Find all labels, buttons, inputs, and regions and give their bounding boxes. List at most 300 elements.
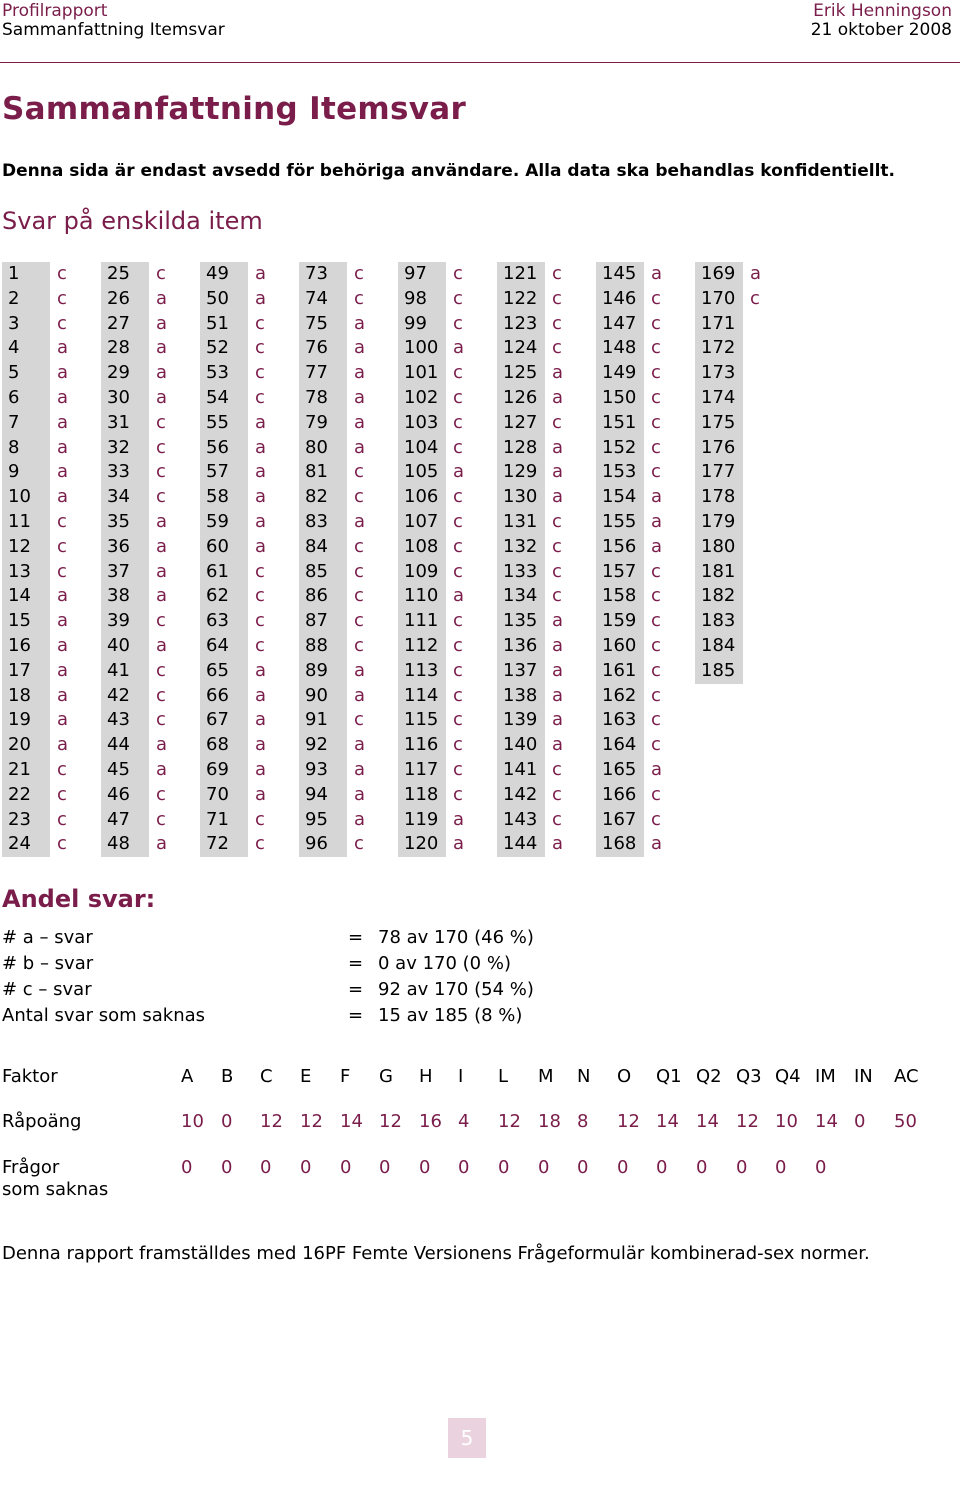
item-number: 171 xyxy=(695,312,743,337)
item-answer: a xyxy=(255,684,267,706)
item-number: 127 xyxy=(497,411,545,436)
item-row xyxy=(596,510,696,535)
item-answer: a xyxy=(156,758,168,780)
item-row xyxy=(299,510,399,535)
item-row xyxy=(2,436,102,461)
item-number: 129 xyxy=(497,460,545,485)
item-row xyxy=(299,609,399,634)
raw-score-value: 50 xyxy=(894,1111,917,1132)
item-answer: c xyxy=(453,684,463,706)
item-row xyxy=(2,659,102,684)
item-row xyxy=(497,460,597,485)
item-number: 1 xyxy=(2,262,50,287)
item-number: 135 xyxy=(497,609,545,634)
item-row xyxy=(497,535,597,560)
item-row xyxy=(101,361,201,386)
page-number-badge: 5 xyxy=(448,1418,486,1458)
item-number: 3 xyxy=(2,312,50,337)
item-number: 60 xyxy=(200,535,248,560)
item-number: 180 xyxy=(695,535,743,560)
header-date: 21 oktober 2008 xyxy=(810,20,952,40)
item-row xyxy=(695,485,795,510)
item-row xyxy=(398,758,498,783)
item-row xyxy=(200,287,300,312)
footer-note: Denna rapport framställdes med 16PF Femte Versionens Frågeformulär kombinerad-sex normer. xyxy=(2,1243,870,1264)
item-number: 110 xyxy=(398,584,446,609)
item-number: 71 xyxy=(200,808,248,833)
item-answer: c xyxy=(255,386,265,408)
item-answer: a xyxy=(156,734,168,756)
item-answer: a xyxy=(453,833,465,855)
item-number: 13 xyxy=(2,560,50,585)
item-number: 86 xyxy=(299,584,347,609)
item-number: 101 xyxy=(398,361,446,386)
item-row xyxy=(398,634,498,659)
item-number: 104 xyxy=(398,436,446,461)
item-row xyxy=(695,287,795,312)
item-row xyxy=(101,808,201,833)
item-row xyxy=(398,832,498,857)
item-number: 57 xyxy=(200,460,248,485)
item-row xyxy=(497,708,597,733)
item-row xyxy=(2,485,102,510)
item-answer: a xyxy=(156,585,168,607)
item-answer: c xyxy=(453,436,463,458)
item-number: 154 xyxy=(596,485,644,510)
item-row xyxy=(101,609,201,634)
item-row xyxy=(497,832,597,857)
item-row xyxy=(299,287,399,312)
item-number: 64 xyxy=(200,634,248,659)
item-row xyxy=(299,560,399,585)
raw-score-value: 14 xyxy=(696,1111,719,1132)
item-answer: c xyxy=(552,337,562,359)
factor-name: B xyxy=(221,1066,234,1087)
item-answer: a xyxy=(354,510,366,532)
item-row xyxy=(299,312,399,337)
item-answer: a xyxy=(57,436,69,458)
header-person-name: Erik Henningson xyxy=(813,1,952,21)
item-number: 30 xyxy=(101,386,149,411)
item-row xyxy=(695,560,795,585)
item-answer: a xyxy=(156,362,168,384)
item-row xyxy=(497,510,597,535)
item-row xyxy=(2,783,102,808)
item-row xyxy=(695,634,795,659)
item-row xyxy=(596,634,696,659)
factor-name: G xyxy=(379,1066,393,1087)
item-answer: a xyxy=(57,362,69,384)
item-row xyxy=(596,436,696,461)
item-answer: c xyxy=(354,634,364,656)
item-answer: c xyxy=(255,337,265,359)
item-answer: a xyxy=(255,783,267,805)
item-number: 52 xyxy=(200,336,248,361)
missing-count-value: 0 xyxy=(696,1157,708,1178)
raw-score-value: 4 xyxy=(458,1111,470,1132)
factor-name: A xyxy=(181,1066,194,1087)
item-row xyxy=(398,560,498,585)
item-row xyxy=(596,312,696,337)
item-number: 173 xyxy=(695,361,743,386)
item-answer: a xyxy=(354,783,366,805)
item-answer: c xyxy=(354,560,364,582)
item-row xyxy=(497,262,597,287)
item-row xyxy=(497,436,597,461)
item-row xyxy=(2,262,102,287)
page-title: Sammanfattning Itemsvar xyxy=(2,91,467,127)
item-row xyxy=(398,361,498,386)
factor-name: H xyxy=(419,1066,433,1087)
item-number: 85 xyxy=(299,560,347,585)
item-number: 8 xyxy=(2,436,50,461)
item-row xyxy=(2,684,102,709)
item-answer: c xyxy=(651,287,661,309)
item-number: 149 xyxy=(596,361,644,386)
item-row xyxy=(299,783,399,808)
item-answer: c xyxy=(156,461,166,483)
item-answer: c xyxy=(453,734,463,756)
items-section-heading: Svar på enskilda item xyxy=(2,207,263,235)
item-answer: c xyxy=(255,833,265,855)
item-answer: a xyxy=(354,808,366,830)
item-row xyxy=(497,336,597,361)
item-answer: a xyxy=(57,461,69,483)
item-answer: c xyxy=(453,386,463,408)
item-answer: a xyxy=(552,486,564,508)
item-number: 37 xyxy=(101,560,149,585)
item-row xyxy=(2,411,102,436)
item-number: 6 xyxy=(2,386,50,411)
missing-count-value: 0 xyxy=(379,1157,391,1178)
item-row xyxy=(299,733,399,758)
item-answer: c xyxy=(57,758,67,780)
item-number: 61 xyxy=(200,560,248,585)
item-answer: c xyxy=(354,585,364,607)
item-number: 166 xyxy=(596,783,644,808)
item-answer: c xyxy=(57,312,67,334)
item-row xyxy=(596,584,696,609)
item-answer: c xyxy=(156,684,166,706)
raw-score-value: 12 xyxy=(260,1111,283,1132)
item-row xyxy=(101,634,201,659)
item-row xyxy=(497,659,597,684)
item-answer: c xyxy=(651,634,661,656)
item-number: 90 xyxy=(299,684,347,709)
raw-score-value: 16 xyxy=(419,1111,442,1132)
item-answer: c xyxy=(552,758,562,780)
item-row xyxy=(200,361,300,386)
item-number: 159 xyxy=(596,609,644,634)
item-row xyxy=(497,733,597,758)
item-number: 151 xyxy=(596,411,644,436)
item-row xyxy=(398,584,498,609)
item-answer: c xyxy=(453,287,463,309)
missing-count-value: 0 xyxy=(538,1157,550,1178)
item-row xyxy=(398,733,498,758)
item-number: 9 xyxy=(2,460,50,485)
item-number: 28 xyxy=(101,336,149,361)
item-number: 53 xyxy=(200,361,248,386)
item-row xyxy=(2,808,102,833)
item-number: 146 xyxy=(596,287,644,312)
item-row xyxy=(101,584,201,609)
item-answer: c xyxy=(552,411,562,433)
item-answer: c xyxy=(552,808,562,830)
item-answer: a xyxy=(354,312,366,334)
item-number: 4 xyxy=(2,336,50,361)
item-row xyxy=(101,336,201,361)
item-number: 5 xyxy=(2,361,50,386)
item-answer: a xyxy=(57,709,69,731)
item-answer: a xyxy=(651,510,663,532)
item-number: 49 xyxy=(200,262,248,287)
item-row xyxy=(596,808,696,833)
item-row xyxy=(596,287,696,312)
item-number: 24 xyxy=(2,832,50,857)
item-row xyxy=(200,485,300,510)
item-answer: c xyxy=(750,287,760,309)
factor-name: C xyxy=(260,1066,273,1087)
item-number: 91 xyxy=(299,708,347,733)
missing-label-line2: som saknas xyxy=(2,1179,109,1200)
item-row xyxy=(299,386,399,411)
item-answer: c xyxy=(57,783,67,805)
item-row xyxy=(200,832,300,857)
item-row xyxy=(398,386,498,411)
missing-count-value: 0 xyxy=(577,1157,589,1178)
item-answer: c xyxy=(57,510,67,532)
item-number: 138 xyxy=(497,684,545,709)
item-row xyxy=(2,758,102,783)
item-answer: c xyxy=(453,709,463,731)
item-answer: c xyxy=(453,411,463,433)
item-number: 93 xyxy=(299,758,347,783)
item-number: 12 xyxy=(2,535,50,560)
item-row xyxy=(398,708,498,733)
item-number: 27 xyxy=(101,312,149,337)
missing-count-value: 0 xyxy=(300,1157,312,1178)
item-number: 155 xyxy=(596,510,644,535)
item-number: 183 xyxy=(695,609,743,634)
item-column xyxy=(596,262,696,857)
item-number: 178 xyxy=(695,485,743,510)
item-number: 41 xyxy=(101,659,149,684)
item-row xyxy=(398,535,498,560)
item-answer: a xyxy=(255,486,267,508)
item-row xyxy=(695,361,795,386)
item-number: 132 xyxy=(497,535,545,560)
item-answer: a xyxy=(354,436,366,458)
item-answer: a xyxy=(57,386,69,408)
item-number: 100 xyxy=(398,336,446,361)
answer-share-heading: Andel svar: xyxy=(2,885,156,913)
item-answer: a xyxy=(255,709,267,731)
item-number: 81 xyxy=(299,460,347,485)
item-row xyxy=(2,708,102,733)
factor-name: M xyxy=(538,1066,554,1087)
item-row xyxy=(200,535,300,560)
item-number: 82 xyxy=(299,485,347,510)
item-number: 15 xyxy=(2,609,50,634)
item-answer: a xyxy=(552,684,564,706)
item-row xyxy=(596,560,696,585)
item-answer: a xyxy=(750,263,762,284)
item-number: 34 xyxy=(101,485,149,510)
item-number: 77 xyxy=(299,361,347,386)
raw-score-value: 0 xyxy=(854,1111,866,1132)
item-row xyxy=(695,386,795,411)
item-row xyxy=(200,312,300,337)
item-answer: a xyxy=(156,535,168,557)
raw-score-value: 14 xyxy=(656,1111,679,1132)
missing-count-value: 0 xyxy=(775,1157,787,1178)
item-answer: c xyxy=(354,263,364,284)
item-number: 120 xyxy=(398,832,446,857)
item-number: 158 xyxy=(596,584,644,609)
item-answer: c xyxy=(57,833,67,855)
item-number: 58 xyxy=(200,485,248,510)
item-number: 84 xyxy=(299,535,347,560)
item-answer: a xyxy=(453,808,465,830)
item-row xyxy=(299,460,399,485)
item-number: 59 xyxy=(200,510,248,535)
item-row xyxy=(101,535,201,560)
item-number: 51 xyxy=(200,312,248,337)
item-row xyxy=(299,411,399,436)
stat-value: 15 av 185 (8 %) xyxy=(378,1005,523,1026)
item-row xyxy=(2,634,102,659)
item-answer: c xyxy=(156,783,166,805)
item-number: 23 xyxy=(2,808,50,833)
stat-equals: = xyxy=(348,927,364,948)
item-answer: a xyxy=(354,684,366,706)
item-number: 14 xyxy=(2,584,50,609)
item-number: 150 xyxy=(596,386,644,411)
item-column xyxy=(299,262,399,857)
item-answer: c xyxy=(651,709,661,731)
item-row xyxy=(695,609,795,634)
item-answer: c xyxy=(354,610,364,632)
item-number: 139 xyxy=(497,708,545,733)
item-number: 45 xyxy=(101,758,149,783)
item-number: 48 xyxy=(101,832,149,857)
item-number: 56 xyxy=(200,436,248,461)
item-row xyxy=(101,708,201,733)
item-answer: c xyxy=(354,833,364,855)
item-row xyxy=(695,312,795,337)
item-answer: c xyxy=(552,263,562,284)
raw-score-value: 12 xyxy=(379,1111,402,1132)
item-number: 65 xyxy=(200,659,248,684)
item-answer: a xyxy=(453,337,465,359)
item-number: 75 xyxy=(299,312,347,337)
item-number: 106 xyxy=(398,485,446,510)
factor-name: E xyxy=(300,1066,312,1087)
item-number: 168 xyxy=(596,832,644,857)
item-answer: c xyxy=(354,535,364,557)
factor-name: Q1 xyxy=(656,1066,682,1087)
item-number: 18 xyxy=(2,684,50,709)
raw-score-value: 0 xyxy=(221,1111,233,1132)
raw-score-value: 12 xyxy=(498,1111,521,1132)
item-answer: a xyxy=(552,659,564,681)
item-answer: a xyxy=(255,734,267,756)
item-number: 147 xyxy=(596,312,644,337)
item-row xyxy=(596,659,696,684)
item-row xyxy=(398,460,498,485)
item-row xyxy=(299,436,399,461)
item-row xyxy=(299,361,399,386)
item-number: 10 xyxy=(2,485,50,510)
item-answer: c xyxy=(57,287,67,309)
item-row xyxy=(101,436,201,461)
item-number: 83 xyxy=(299,510,347,535)
item-answer: c xyxy=(453,560,463,582)
item-answer: c xyxy=(651,362,661,384)
item-answer: c xyxy=(453,783,463,805)
item-answer: a xyxy=(453,585,465,607)
item-row xyxy=(101,832,201,857)
item-number: 88 xyxy=(299,634,347,659)
item-number: 55 xyxy=(200,411,248,436)
item-answer: c xyxy=(255,585,265,607)
item-answer: a xyxy=(354,411,366,433)
item-row xyxy=(596,336,696,361)
item-row xyxy=(2,832,102,857)
item-answer: c xyxy=(255,560,265,582)
item-answer: c xyxy=(156,610,166,632)
item-row xyxy=(2,312,102,337)
header-report-subtitle: Sammanfattning Itemsvar xyxy=(2,20,225,40)
item-row xyxy=(596,535,696,560)
item-row xyxy=(596,832,696,857)
item-number: 68 xyxy=(200,733,248,758)
item-column xyxy=(2,262,102,857)
raw-score-value: 18 xyxy=(538,1111,561,1132)
item-answer: c xyxy=(453,758,463,780)
item-row xyxy=(200,336,300,361)
item-number: 179 xyxy=(695,510,743,535)
item-number: 172 xyxy=(695,336,743,361)
item-number: 137 xyxy=(497,659,545,684)
stat-label: # b – svar xyxy=(2,953,94,974)
item-answer: c xyxy=(354,486,364,508)
item-answer: c xyxy=(453,659,463,681)
item-number: 80 xyxy=(299,436,347,461)
item-row xyxy=(200,460,300,485)
item-answer: a xyxy=(255,758,267,780)
item-row xyxy=(497,411,597,436)
stat-equals: = xyxy=(348,979,364,1000)
item-row xyxy=(596,708,696,733)
raw-score-value: 10 xyxy=(775,1111,798,1132)
item-number: 119 xyxy=(398,808,446,833)
item-number: 69 xyxy=(200,758,248,783)
item-row xyxy=(101,733,201,758)
item-number: 140 xyxy=(497,733,545,758)
item-row xyxy=(200,411,300,436)
item-answer: c xyxy=(453,510,463,532)
item-row xyxy=(101,684,201,709)
item-row xyxy=(101,262,201,287)
item-number: 114 xyxy=(398,684,446,709)
item-row xyxy=(596,411,696,436)
missing-label-line1: Frågor xyxy=(2,1157,60,1178)
header-divider xyxy=(0,62,960,63)
item-column xyxy=(398,262,498,857)
item-number: 167 xyxy=(596,808,644,833)
